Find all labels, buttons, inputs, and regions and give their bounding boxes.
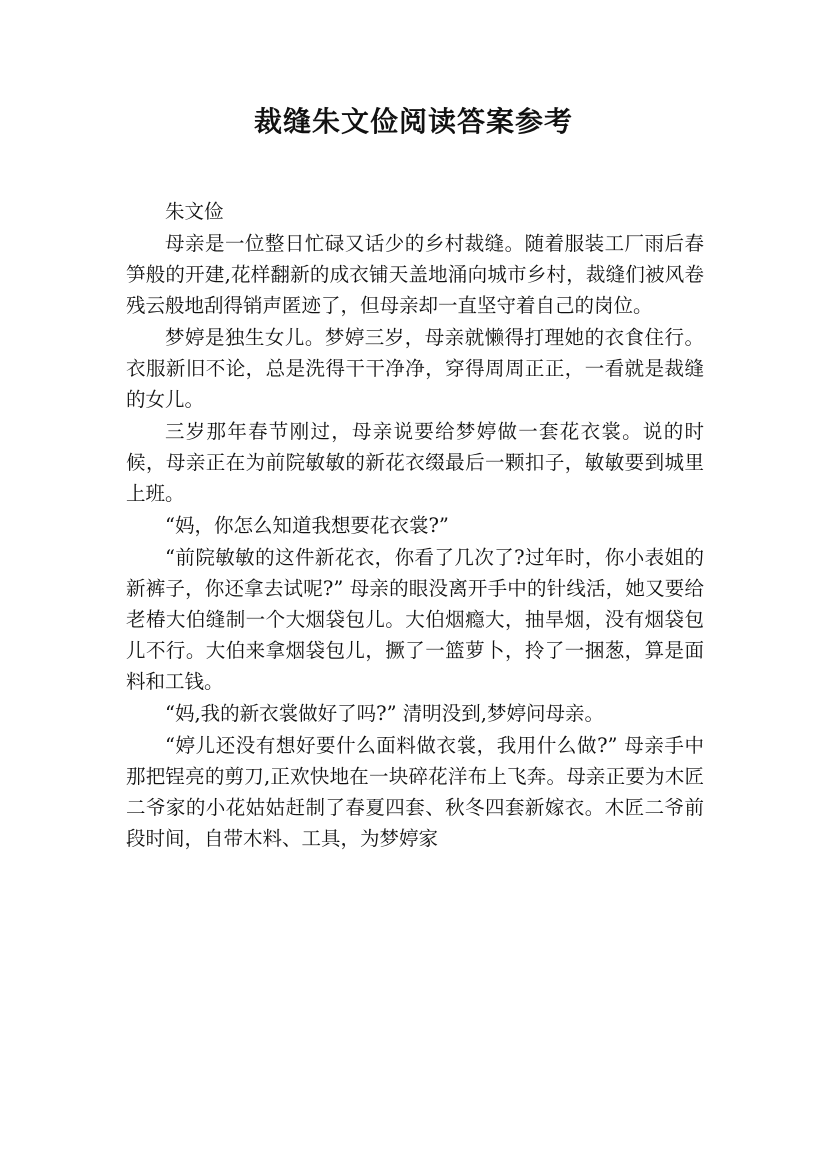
- paragraph: “妈,我的新衣裳做好了吗?” 清明没到,梦婷问母亲。: [165, 702, 604, 725]
- paragraph: 母亲是一位整日忙碌又话少的乡村裁缝。随着服装工厂雨后春笋般的开建,花样翻新的成衣铺天盖地涌向城市乡村，裁缝们被风卷残云般地刮得销声匿迹了，但母亲却一直坚守着自己的岗位。: [126, 232, 704, 317]
- paragraph: 三岁那年春节刚过，母亲说要给梦婷做一套花衣裳。说的时候，母亲正在为前院敏敏的新花衣缀最后一颗扣子，敏敏要到城里上班。: [126, 420, 704, 505]
- author-line: 朱文俭: [165, 200, 224, 223]
- document-body: [126, 196, 704, 855]
- paragraph: “婷儿还没有想好要什么面料做衣裳，我用什么做?” 母亲手中那把锃亮的剪刀,正欢快地在一块碎花洋布上飞奔。母亲正要为木匠二爷家的小花姑姑赶制了春夏四套、秋冬四套新嫁衣。木匠二爷前段时间，自带木料、工具，为梦婷家: [126, 734, 704, 850]
- paragraph: 梦婷是独生女儿。梦婷三岁，母亲就懒得打理她的衣食住行。衣服新旧不论，总是洗得干干净净，穿得周周正正，一看就是裁缝的女儿。: [126, 326, 704, 411]
- paragraph: “妈，你怎么知道我想要花衣裳?”: [165, 514, 449, 537]
- paragraph: “前院敏敏的这件新花衣，你看了几次了?过年时，你小表姐的新裤子，你还拿去试呢?” 母亲的眼没离开手中的针线活，她又要给老椿大伯缝制一个大烟袋包儿。大伯烟瘾大，抽旱烟，没有烟袋包儿不行。大伯来拿烟袋包儿，撅了一篮萝卜，拎了一捆葱，算是面料和工钱。: [126, 546, 704, 693]
- document-title: 裁缝朱文俭阅读答案参考: [253, 105, 573, 138]
